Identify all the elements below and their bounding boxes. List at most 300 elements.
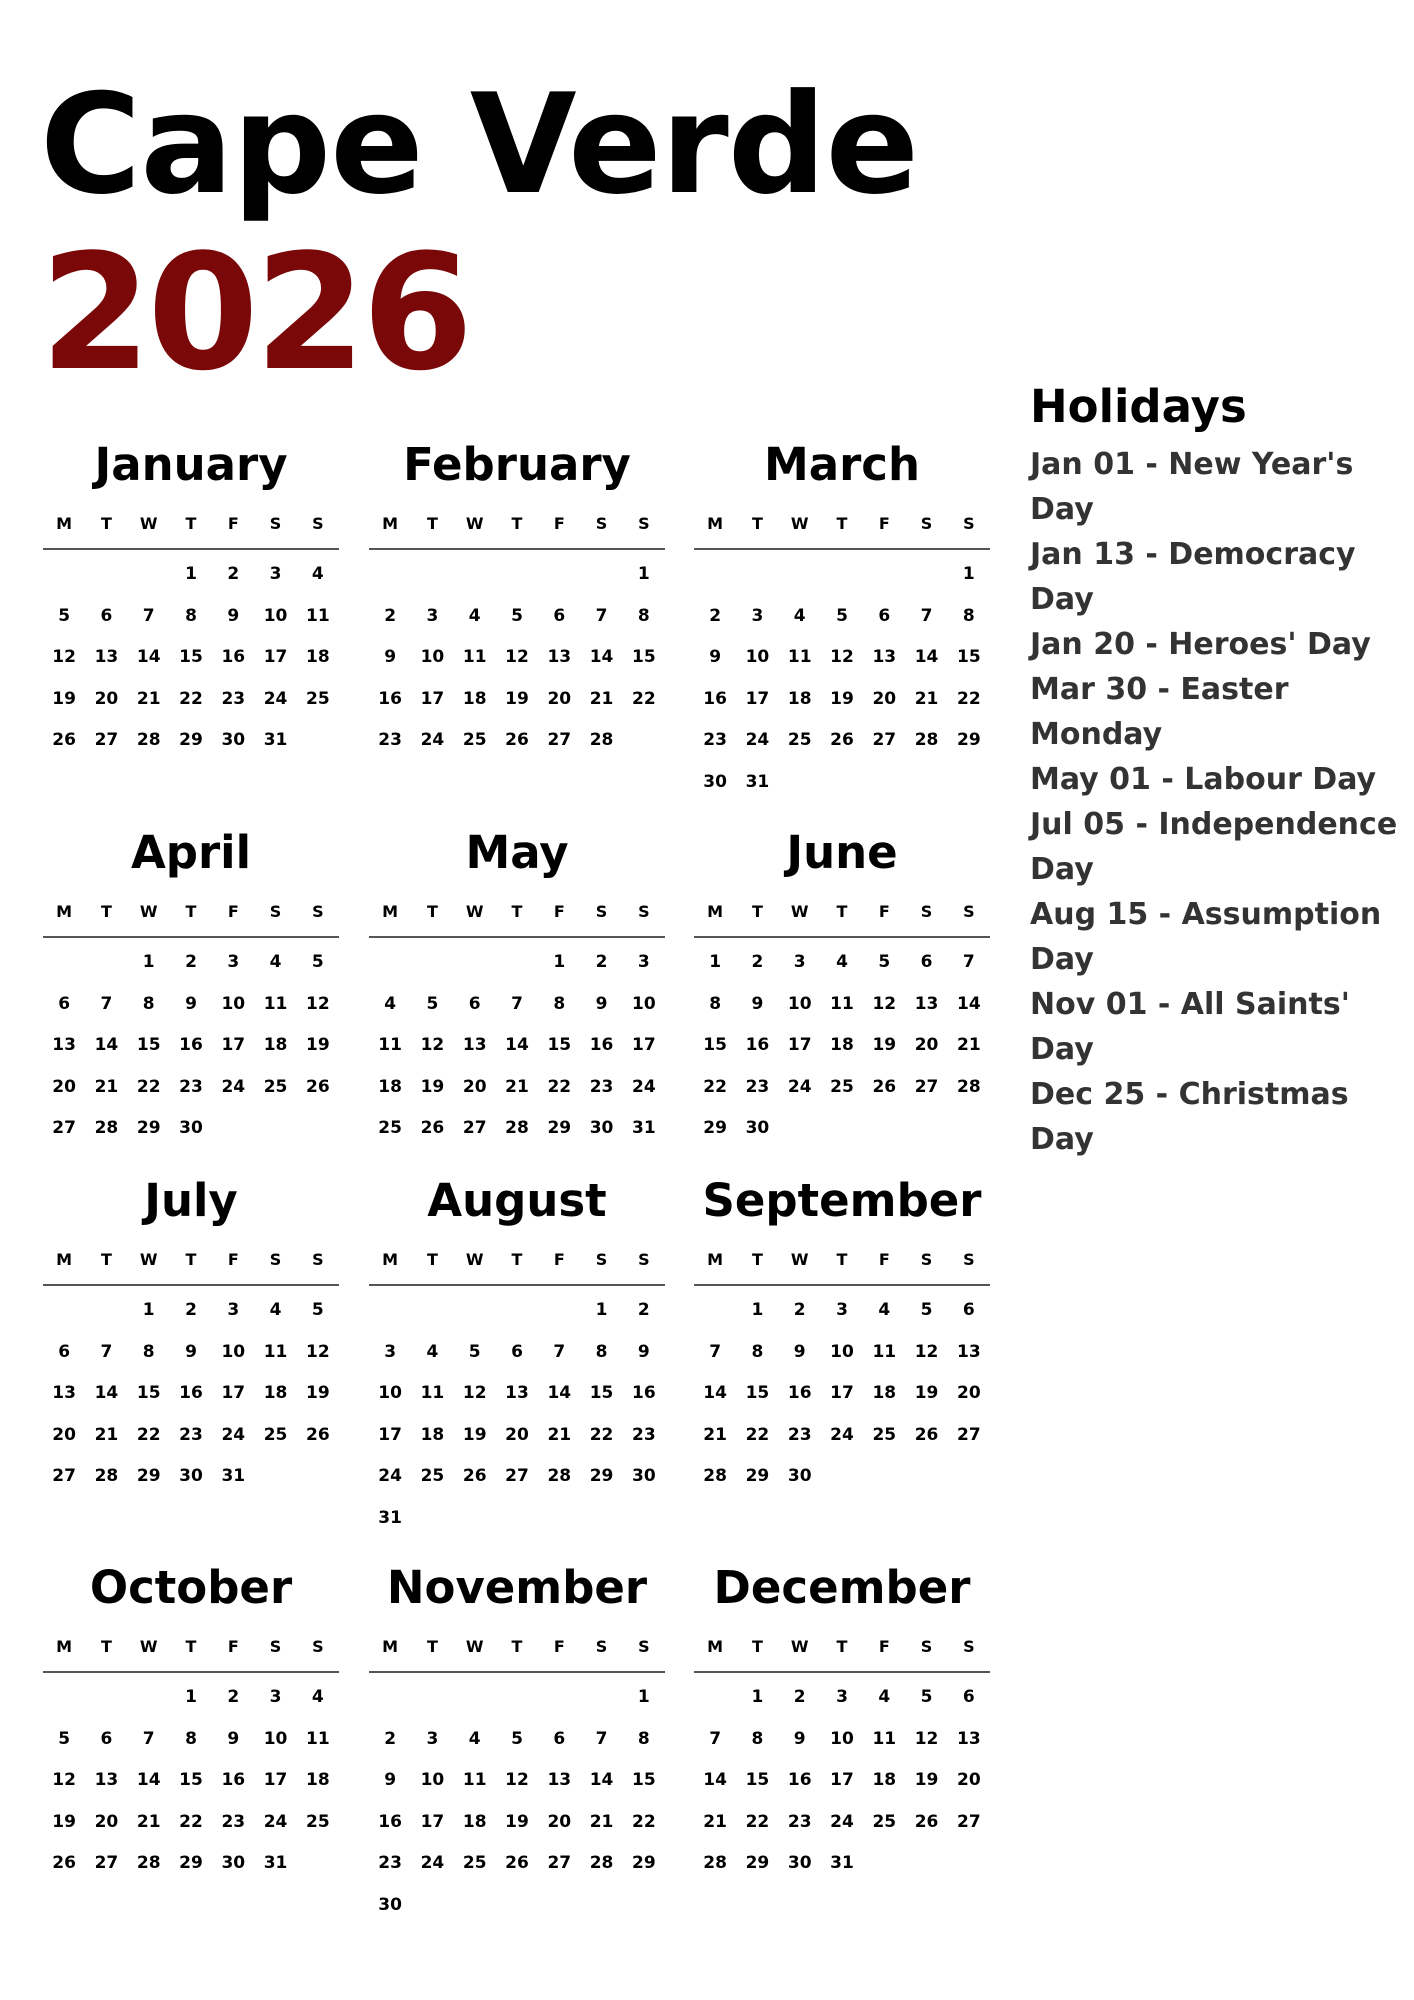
day-cell: 18: [462, 688, 487, 709]
day-cell: 22: [632, 688, 656, 709]
day-cell: 11: [263, 993, 288, 1014]
day-cell: 15: [589, 1383, 614, 1403]
day-cell: 12: [52, 647, 76, 667]
day-cell: 22: [547, 1076, 572, 1097]
day-cell: 17: [830, 1770, 854, 1790]
weekday-label: M: [382, 1637, 399, 1656]
day-cell: 5: [878, 952, 891, 972]
weekday-label: T: [836, 1250, 848, 1269]
day-cell: 8: [751, 1728, 764, 1749]
day-cell: 19: [872, 1035, 897, 1055]
day-cell: 28: [94, 1118, 119, 1138]
weekday-label: T: [185, 1250, 197, 1269]
day-cell: 21: [94, 1424, 119, 1445]
day-cell: 14: [703, 1770, 727, 1790]
day-cell: 5: [426, 993, 439, 1014]
day-cell: 24: [632, 1076, 656, 1097]
day-cell: 28: [505, 1118, 529, 1138]
day-cell: 23: [745, 1076, 770, 1097]
day-cell: 22: [745, 1811, 770, 1832]
day-cell: 30: [179, 1118, 203, 1138]
weekday-label: T: [836, 902, 848, 921]
day-cell: 9: [384, 1770, 397, 1790]
day-cell: 5: [468, 1341, 481, 1362]
day-cell: 13: [94, 1770, 119, 1790]
day-cell: 28: [703, 1853, 727, 1873]
day-cell: 20: [547, 1811, 572, 1832]
day-cell: 16: [179, 1383, 203, 1403]
weekday-label: M: [382, 1250, 399, 1269]
day-cell: 6: [553, 1728, 566, 1749]
holiday-item: Jan 13 - Democracy Day: [1030, 537, 1356, 617]
day-cell: 26: [830, 730, 854, 750]
day-cell: 26: [462, 1466, 487, 1486]
weekday-label: F: [553, 514, 565, 533]
day-cell: 14: [136, 1770, 161, 1790]
day-cell: 10: [263, 605, 288, 626]
day-cell: 14: [703, 1383, 727, 1403]
day-cell: 27: [957, 1424, 981, 1445]
day-cell: 9: [185, 1341, 197, 1362]
weekday-label: S: [638, 1250, 650, 1269]
day-cell: 20: [957, 1770, 981, 1790]
weekday-label: T: [751, 902, 763, 921]
day-cell: 9: [227, 605, 240, 626]
weekday-label: F: [227, 1637, 239, 1656]
weekday-label: S: [312, 514, 324, 533]
day-cell: 4: [878, 1300, 891, 1320]
day-cell: 9: [185, 993, 197, 1014]
month-name: January: [94, 438, 288, 491]
day-cell: 6: [962, 1300, 975, 1320]
holiday-item: Nov 01 - All Saints' Day: [1030, 987, 1350, 1067]
day-cell: 2: [793, 1687, 806, 1707]
day-cell: 3: [751, 605, 764, 626]
day-cell: 19: [306, 1383, 330, 1403]
day-cell: 1: [751, 1300, 764, 1320]
weekday-label: S: [920, 514, 933, 533]
weekday-label: S: [312, 902, 324, 921]
day-grid: [369, 938, 665, 1150]
day-cell: 4: [878, 1687, 891, 1707]
weekday-label: S: [920, 902, 933, 921]
day-cell: 28: [94, 1466, 119, 1486]
day-cell: 8: [185, 1728, 197, 1749]
weekday-label: T: [185, 902, 197, 921]
day-cell: 24: [263, 1811, 288, 1832]
day-cell: 7: [100, 1341, 113, 1362]
day-cell: 19: [505, 1811, 529, 1832]
day-cell: 25: [306, 1811, 330, 1832]
country-title: Cape Verde: [40, 64, 919, 225]
day-cell: 7: [142, 605, 155, 626]
day-cell: 24: [830, 1424, 854, 1445]
weekday-label: S: [312, 1250, 324, 1269]
weekday-label: F: [227, 514, 239, 533]
weekday-label: M: [707, 1637, 724, 1656]
day-cell: 28: [136, 730, 161, 750]
day-cell: 15: [136, 1035, 161, 1055]
weekday-label: T: [511, 902, 523, 921]
day-cell: 15: [745, 1770, 770, 1790]
day-cell: 25: [263, 1424, 288, 1445]
day-cell: 27: [547, 730, 572, 750]
day-cell: 16: [589, 1035, 614, 1055]
day-cell: 27: [52, 1118, 76, 1138]
day-cell: 13: [52, 1035, 76, 1055]
weekday-label: T: [751, 1637, 763, 1656]
weekday-label: S: [595, 1250, 608, 1269]
month-name: July: [144, 1174, 238, 1227]
day-cell: 30: [378, 1894, 402, 1915]
month-february: [369, 430, 665, 762]
day-cell: 7: [100, 993, 113, 1014]
day-cell: 27: [547, 1853, 572, 1873]
day-cell: 11: [462, 1770, 487, 1790]
day-cell: 7: [595, 1728, 608, 1749]
day-cell: 26: [505, 730, 529, 750]
day-grid: [694, 1286, 990, 1498]
weekday-label: T: [751, 514, 763, 533]
day-cell: 21: [505, 1076, 529, 1097]
day-cell: 24: [787, 1076, 812, 1097]
weekday-label: W: [139, 514, 158, 533]
weekday-label: S: [963, 514, 975, 533]
day-cell: 27: [462, 1118, 487, 1138]
weekday-label: S: [595, 1637, 608, 1656]
day-cell: 13: [462, 1035, 487, 1055]
day-cell: 21: [703, 1424, 727, 1445]
day-cell: 19: [830, 688, 854, 709]
day-cell: 19: [420, 1076, 445, 1097]
day-cell: 25: [787, 730, 812, 750]
day-cell: 31: [263, 730, 288, 750]
day-cell: 6: [100, 605, 113, 626]
day-cell: 15: [547, 1035, 572, 1055]
month-september: [694, 1166, 990, 1498]
day-cell: 31: [632, 1118, 656, 1138]
weekday-label: S: [595, 514, 608, 533]
day-cell: 29: [136, 1466, 161, 1486]
day-cell: 29: [957, 730, 981, 750]
day-cell: 4: [793, 605, 806, 626]
day-cell: 20: [462, 1076, 487, 1097]
day-cell: 30: [632, 1466, 656, 1486]
day-cell: 27: [94, 1853, 119, 1873]
day-cell: 23: [221, 688, 246, 709]
weekday-label: T: [426, 1637, 438, 1656]
day-cell: 4: [269, 952, 282, 972]
day-cell: 13: [52, 1383, 76, 1403]
day-cell: 22: [632, 1811, 656, 1832]
weekday-label: M: [56, 514, 73, 533]
day-cell: 26: [306, 1424, 330, 1445]
day-cell: 12: [914, 1728, 939, 1749]
day-cell: 5: [58, 1728, 71, 1749]
day-cell: 29: [589, 1466, 614, 1486]
day-cell: 20: [94, 688, 119, 709]
day-cell: 5: [920, 1687, 933, 1707]
day-cell: 25: [378, 1118, 402, 1138]
day-cell: 19: [52, 688, 76, 709]
month-july: [43, 1166, 339, 1498]
day-cell: 18: [420, 1424, 445, 1445]
day-cell: 13: [957, 1728, 981, 1749]
day-cell: 9: [595, 993, 608, 1014]
day-grid: [694, 550, 990, 803]
day-cell: 11: [872, 1728, 897, 1749]
day-cell: 4: [311, 564, 324, 584]
day-cell: 10: [745, 647, 770, 667]
day-cell: 7: [511, 993, 523, 1014]
day-cell: 6: [511, 1341, 523, 1362]
day-cell: 23: [632, 1424, 656, 1445]
day-cell: 23: [787, 1811, 812, 1832]
month-january: [43, 430, 339, 762]
day-cell: 29: [632, 1853, 656, 1873]
month-october: [43, 1553, 339, 1885]
day-cell: 12: [872, 993, 897, 1014]
weekday-label: T: [100, 1637, 112, 1656]
day-cell: 6: [878, 605, 891, 626]
day-cell: 2: [637, 1300, 650, 1320]
day-cell: 3: [836, 1687, 848, 1707]
day-cell: 15: [179, 1770, 203, 1790]
day-cell: 21: [589, 1811, 614, 1832]
day-cell: 30: [221, 730, 246, 750]
weekday-label: W: [139, 902, 158, 921]
day-cell: 24: [745, 730, 770, 750]
day-cell: 4: [311, 1687, 324, 1707]
day-cell: 24: [378, 1466, 402, 1486]
day-cell: 24: [221, 1424, 246, 1445]
day-cell: 24: [830, 1811, 854, 1832]
day-cell: 27: [505, 1466, 529, 1486]
weekday-label: T: [511, 1637, 523, 1656]
day-cell: 16: [179, 1035, 203, 1055]
holiday-item: May 01 - Labour Day: [1030, 762, 1377, 797]
day-cell: 23: [378, 1853, 402, 1873]
day-cell: 30: [589, 1118, 614, 1138]
weekday-label: T: [426, 1250, 438, 1269]
day-cell: 12: [306, 1341, 330, 1362]
day-cell: 30: [703, 771, 727, 792]
day-cell: 3: [227, 1300, 240, 1320]
day-cell: 12: [420, 1035, 445, 1055]
weekday-header: [43, 888, 339, 938]
day-cell: 15: [745, 1383, 770, 1403]
day-cell: 26: [52, 1853, 76, 1873]
day-cell: 23: [589, 1076, 614, 1097]
day-cell: 24: [263, 688, 288, 709]
day-cell: 14: [589, 1770, 614, 1790]
day-cell: 5: [920, 1300, 933, 1320]
day-cell: 17: [632, 1035, 656, 1055]
day-cell: 2: [709, 605, 722, 626]
day-cell: 16: [703, 688, 727, 709]
day-cell: 17: [378, 1424, 402, 1445]
day-cell: 5: [311, 952, 324, 972]
day-cell: 1: [751, 1687, 764, 1707]
day-cell: 9: [384, 647, 397, 667]
day-cell: 5: [511, 1728, 523, 1749]
holidays-title: Holidays: [1030, 380, 1247, 433]
weekday-label: S: [963, 1250, 975, 1269]
day-cell: 1: [595, 1300, 608, 1320]
day-cell: 8: [962, 605, 975, 626]
day-cell: 19: [914, 1383, 939, 1403]
day-cell: 13: [914, 993, 939, 1014]
day-cell: 25: [263, 1076, 288, 1097]
weekday-label: F: [227, 902, 239, 921]
weekday-label: F: [227, 1250, 239, 1269]
day-cell: 3: [426, 1728, 439, 1749]
day-cell: 12: [462, 1383, 487, 1403]
month-april: [43, 818, 339, 1150]
weekday-header: [43, 500, 339, 550]
weekday-label: F: [553, 902, 565, 921]
month-august: [369, 1166, 665, 1539]
day-cell: 5: [311, 1300, 324, 1320]
day-cell: 25: [306, 688, 330, 709]
weekday-label: W: [465, 514, 484, 533]
weekday-label: F: [878, 1637, 890, 1656]
weekday-label: T: [511, 1250, 523, 1269]
day-cell: 22: [136, 1076, 161, 1097]
day-cell: 11: [378, 1035, 402, 1055]
day-cell: 4: [468, 1728, 481, 1749]
day-cell: 9: [793, 1341, 806, 1362]
day-cell: 29: [179, 1853, 203, 1873]
day-cell: 11: [263, 1341, 288, 1362]
day-cell: 9: [637, 1341, 650, 1362]
day-grid: [43, 550, 339, 762]
day-cell: 10: [632, 993, 656, 1014]
day-grid: [43, 1673, 339, 1885]
day-cell: 19: [914, 1770, 939, 1790]
day-cell: 4: [836, 952, 848, 972]
day-grid: [369, 1673, 665, 1926]
day-cell: 25: [872, 1424, 897, 1445]
weekday-label: T: [836, 514, 848, 533]
weekday-label: S: [269, 1637, 282, 1656]
day-cell: 6: [58, 1341, 71, 1362]
day-cell: 26: [914, 1811, 939, 1832]
holiday-item: Mar 30 - Easter Monday: [1030, 672, 1289, 752]
weekday-label: W: [465, 1637, 484, 1656]
day-cell: 19: [505, 688, 529, 709]
day-cell: 14: [94, 1035, 119, 1055]
day-cell: 24: [420, 730, 445, 750]
day-cell: 17: [221, 1035, 246, 1055]
day-cell: 28: [589, 1853, 614, 1873]
day-cell: 20: [914, 1035, 939, 1055]
day-cell: 16: [221, 647, 246, 667]
day-cell: 2: [384, 605, 397, 626]
weekday-label: M: [707, 902, 724, 921]
day-cell: 18: [263, 1035, 288, 1055]
day-cell: 9: [709, 647, 722, 667]
day-cell: 13: [872, 647, 897, 667]
day-cell: 17: [830, 1383, 854, 1403]
day-cell: 8: [709, 993, 722, 1014]
day-cell: 13: [94, 647, 119, 667]
day-grid: [369, 550, 665, 762]
day-cell: 22: [589, 1424, 614, 1445]
day-cell: 30: [221, 1853, 246, 1873]
day-cell: 19: [52, 1811, 76, 1832]
day-cell: 28: [589, 730, 614, 750]
day-cell: 3: [836, 1300, 848, 1320]
day-cell: 7: [142, 1728, 155, 1749]
day-cell: 23: [179, 1424, 203, 1445]
day-cell: 3: [269, 1687, 282, 1707]
day-cell: 29: [547, 1118, 572, 1138]
day-cell: 8: [637, 605, 650, 626]
day-cell: 2: [227, 564, 240, 584]
day-cell: 7: [709, 1728, 722, 1749]
day-cell: 17: [221, 1383, 246, 1403]
weekday-label: M: [56, 1637, 73, 1656]
day-cell: 1: [142, 1300, 155, 1320]
day-cell: 1: [185, 564, 197, 584]
holiday-item: Dec 25 - Christmas Day: [1030, 1077, 1349, 1157]
day-cell: 8: [185, 605, 197, 626]
day-cell: 27: [872, 730, 897, 750]
day-cell: 26: [505, 1853, 529, 1873]
day-cell: 16: [221, 1770, 246, 1790]
day-cell: 13: [547, 647, 572, 667]
day-cell: 1: [962, 564, 975, 584]
day-cell: 2: [185, 1300, 197, 1320]
weekday-label: M: [707, 514, 724, 533]
day-cell: 21: [547, 1424, 572, 1445]
day-cell: 24: [221, 1076, 246, 1097]
day-cell: 9: [227, 1728, 240, 1749]
day-cell: 8: [595, 1341, 608, 1362]
weekday-label: S: [312, 1637, 324, 1656]
day-cell: 15: [632, 647, 656, 667]
day-cell: 1: [637, 564, 650, 584]
day-cell: 10: [787, 993, 812, 1014]
day-cell: 14: [94, 1383, 119, 1403]
day-cell: 11: [830, 993, 854, 1014]
day-cell: 22: [179, 688, 203, 709]
day-cell: 21: [94, 1076, 119, 1097]
day-cell: 20: [505, 1424, 529, 1445]
day-cell: 1: [709, 952, 722, 972]
month-name: August: [427, 1174, 607, 1227]
day-cell: 26: [52, 730, 76, 750]
day-cell: 14: [547, 1383, 572, 1403]
weekday-label: S: [269, 1250, 282, 1269]
day-cell: 17: [420, 1811, 445, 1832]
weekday-label: T: [185, 1637, 197, 1656]
day-cell: 22: [957, 688, 981, 709]
month-june: [694, 818, 990, 1150]
weekday-label: T: [100, 1250, 112, 1269]
day-cell: 6: [920, 952, 933, 972]
weekday-label: S: [638, 902, 650, 921]
day-cell: 12: [830, 647, 854, 667]
day-cell: 15: [179, 647, 203, 667]
day-cell: 11: [872, 1341, 897, 1362]
day-cell: 6: [553, 605, 566, 626]
weekday-label: F: [878, 514, 890, 533]
day-cell: 31: [263, 1853, 288, 1873]
day-cell: 7: [962, 952, 975, 972]
day-cell: 13: [547, 1770, 572, 1790]
